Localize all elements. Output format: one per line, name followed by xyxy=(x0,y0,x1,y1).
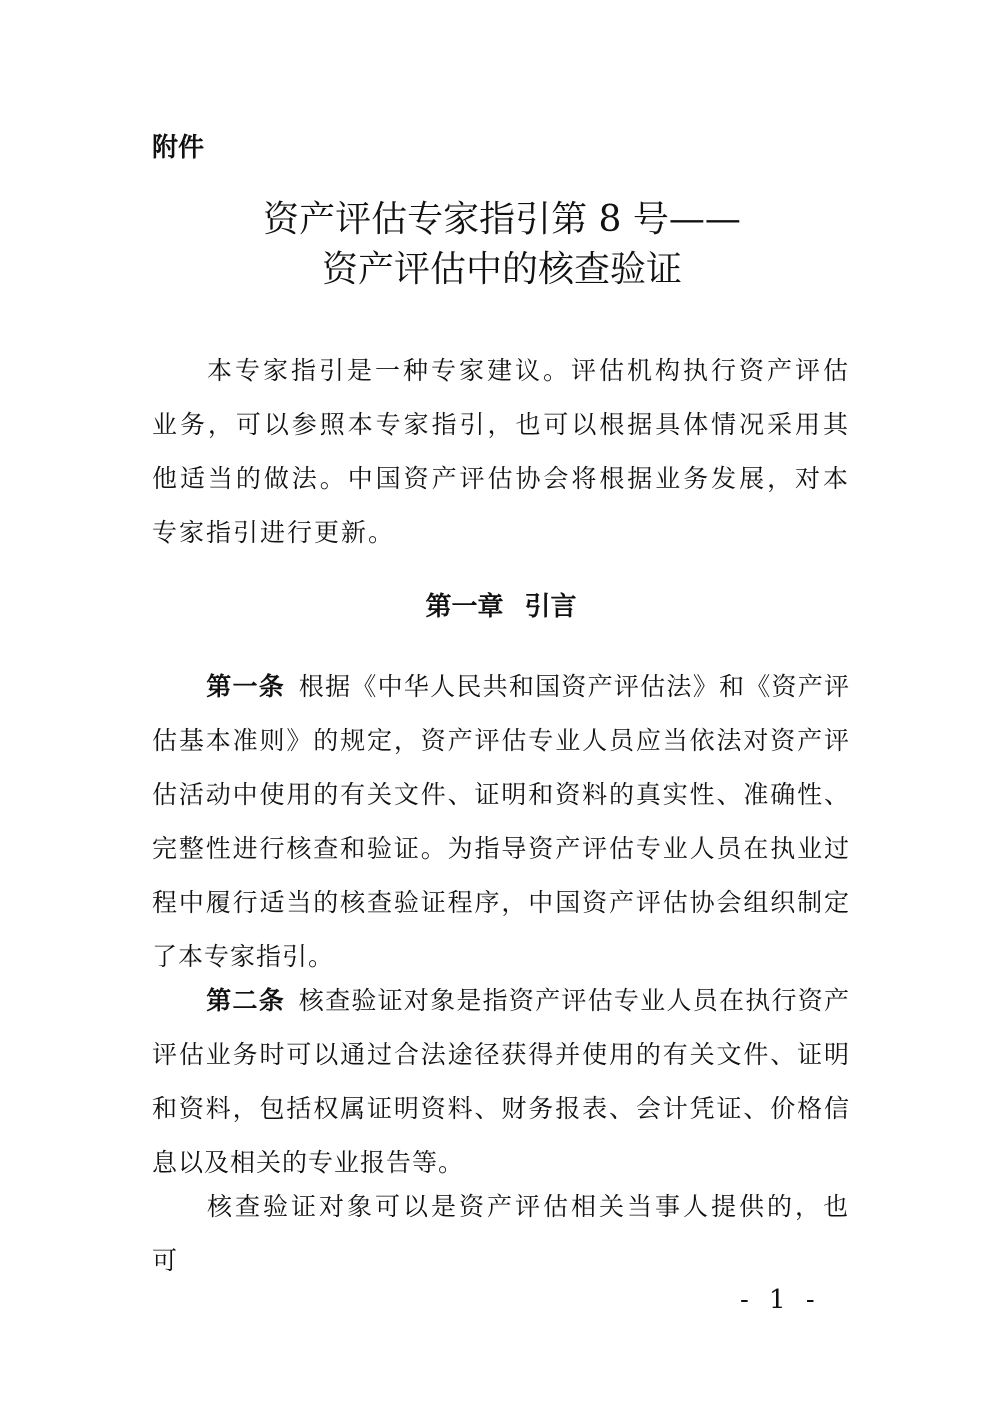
article-2-text: 核查验证对象是指资产评估专业人员在执行资产评估业务时可以通过合法途径获得并使用的有关文件、证明和资料，包括权属证明资料、财务报表、会计凭证、价格信息以及相关的专业报告等。 xyxy=(152,986,850,1177)
article-1-label: 第一条 xyxy=(206,672,286,701)
document-title-line-1: 资产评估专家指引第 8 号—— xyxy=(263,199,741,240)
page-number: - 1 - xyxy=(740,1285,821,1315)
article-2-paragraph xyxy=(152,974,850,1190)
attachment-label: 附件 xyxy=(152,133,205,163)
document-title-line-2: 资产评估中的核查验证 xyxy=(321,249,682,290)
article-2-label: 第二条 xyxy=(206,986,286,1015)
intro-text: 本专家指引是一种专家建议。评估机构执行资产评估业务，可以参照本专家指引，也可以根据具体情况采用其他适当的做法。中国资产评估协会将根据业务发展，对本专家指引进行更新。 xyxy=(152,356,850,547)
chapter-heading: 第一章 引言 xyxy=(425,592,577,622)
article-2-continuation-paragraph xyxy=(152,1180,850,1288)
article-1-text: 根据《中华人民共和国资产评估法》和《资产评估基本准则》的规定，资产评估专业人员应当依法对资产评估活动中使用的有关文件、证明和资料的真实性、准确性、完整性进行核查和验证。为指导资产评估专业人员在执业过程中履行适当的核查验证程序，中国资产评估协会组织制定了本专家指引。 xyxy=(152,672,850,971)
intro-paragraph xyxy=(152,344,850,560)
article-2-continuation-text: 核查验证对象可以是资产评估相关当事人提供的，也可 xyxy=(152,1192,850,1275)
article-1-paragraph xyxy=(152,660,850,984)
